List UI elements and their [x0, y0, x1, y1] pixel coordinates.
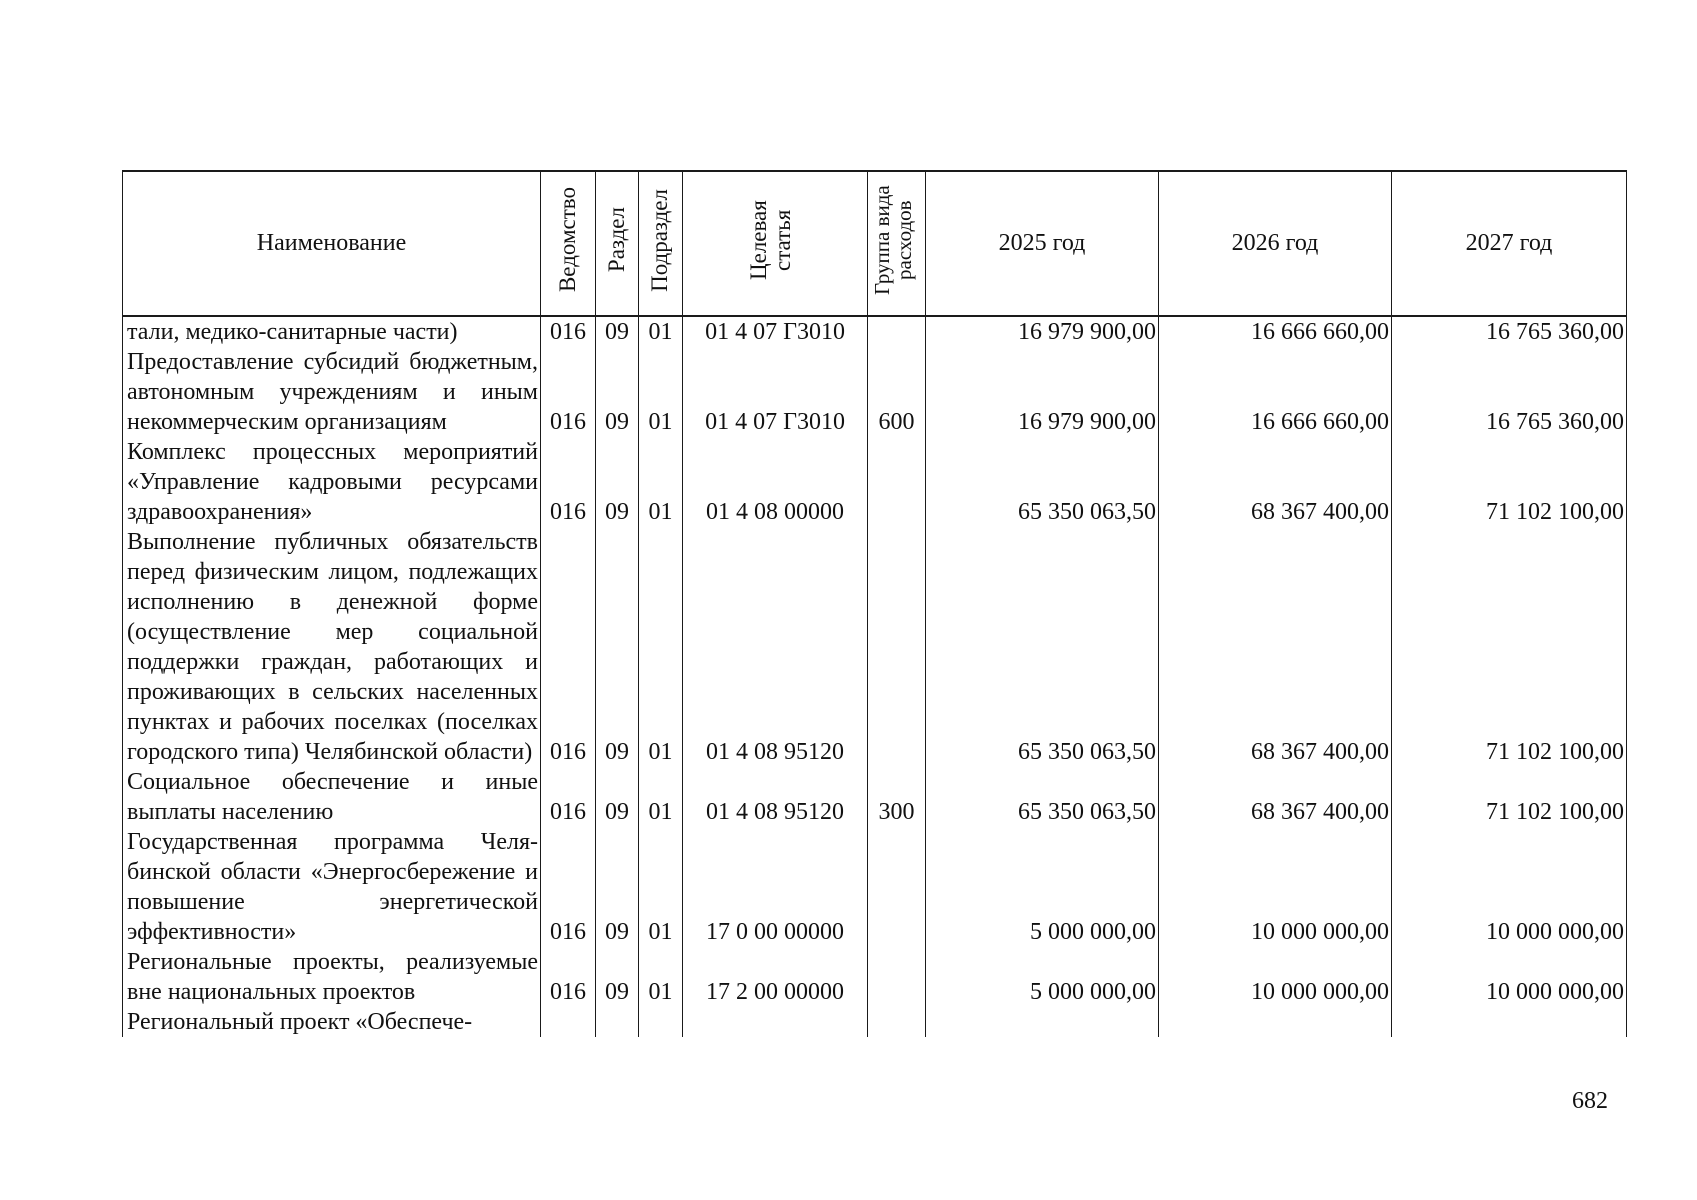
cell-y2027	[1392, 1007, 1627, 1037]
cell-y2025: 5 000 000,00	[926, 827, 1159, 947]
cell-dept: 016	[541, 527, 596, 767]
table-row	[123, 527, 1627, 767]
cell-subsection: 01	[639, 767, 683, 827]
cell-y2026: 16 666 660,00	[1159, 347, 1392, 437]
cell-name: Региональные проекты, реализуемые вне национальных проектов	[123, 947, 541, 1007]
cell-target: 17 2 00 00000	[683, 947, 868, 1007]
budget-table	[122, 170, 1627, 1037]
cell-dept: 016	[541, 316, 596, 347]
header-expense-group	[868, 171, 926, 316]
cell-expense-group	[868, 827, 926, 947]
cell-y2026: 10 000 000,00	[1159, 827, 1392, 947]
cell-name: Региональный проект «Обеспече-	[123, 1007, 541, 1037]
cell-dept: 016	[541, 437, 596, 527]
cell-y2026	[1159, 1007, 1392, 1037]
cell-section: 09	[596, 947, 639, 1007]
cell-expense-group	[868, 316, 926, 347]
cell-name: Социальное обеспечение и иные выплаты населению	[123, 767, 541, 827]
cell-y2027: 71 102 100,00	[1392, 527, 1627, 767]
header-target	[683, 171, 868, 316]
cell-target: 01 4 07 Г3010	[683, 347, 868, 437]
cell-section: 09	[596, 437, 639, 527]
cell-name: Предоставление субсидий бюджетным, автономным учреждениям и иным некоммерческим организациям	[123, 347, 541, 437]
cell-name: тали, медико-санитарные части)	[123, 316, 541, 347]
cell-y2026: 68 367 400,00	[1159, 767, 1392, 827]
header-name: Наименование	[123, 171, 541, 316]
cell-y2027: 16 765 360,00	[1392, 347, 1627, 437]
cell-y2026: 16 666 660,00	[1159, 316, 1392, 347]
cell-expense-group: 300	[868, 767, 926, 827]
cell-y2026: 10 000 000,00	[1159, 947, 1392, 1007]
cell-y2025: 16 979 900,00	[926, 347, 1159, 437]
header-2027: 2027 год	[1392, 171, 1627, 316]
header-dept-label: Ведомство	[554, 187, 580, 293]
cell-dept	[541, 1007, 596, 1037]
cell-subsection: 01	[639, 437, 683, 527]
cell-expense-group	[868, 947, 926, 1007]
header-expense-group-label: Группа вида расходов	[869, 185, 916, 295]
cell-subsection	[639, 1007, 683, 1037]
cell-section: 09	[596, 827, 639, 947]
cell-section	[596, 1007, 639, 1037]
header-section	[596, 171, 639, 316]
cell-y2027: 71 102 100,00	[1392, 437, 1627, 527]
table-row	[123, 767, 1627, 827]
header-2026: 2026 год	[1159, 171, 1392, 316]
header-2025: 2025 год	[926, 171, 1159, 316]
cell-y2027: 71 102 100,00	[1392, 767, 1627, 827]
cell-subsection: 01	[639, 347, 683, 437]
cell-subsection: 01	[639, 827, 683, 947]
cell-y2025: 5 000 000,00	[926, 947, 1159, 1007]
table-body	[123, 316, 1627, 1037]
cell-subsection: 01	[639, 316, 683, 347]
cell-target: 01 4 07 Г3010	[683, 316, 868, 347]
header-row	[123, 171, 1627, 316]
cell-dept: 016	[541, 827, 596, 947]
page-number: 682	[1572, 1088, 1608, 1114]
table-row	[123, 437, 1627, 527]
cell-y2025: 65 350 063,50	[926, 437, 1159, 527]
cell-subsection: 01	[639, 947, 683, 1007]
header-dept	[541, 171, 596, 316]
cell-y2027: 10 000 000,00	[1392, 827, 1627, 947]
cell-target: 01 4 08 00000	[683, 437, 868, 527]
cell-expense-group	[868, 437, 926, 527]
table-row	[123, 827, 1627, 947]
cell-y2026: 68 367 400,00	[1159, 437, 1392, 527]
cell-subsection: 01	[639, 527, 683, 767]
cell-name: Комплекс процессных мероприятий «Управление кадровыми ресурсами здравоохранения»	[123, 437, 541, 527]
cell-name: Государственная программа Челябинской области «Энергосбережение и повышение энергетической эффективности»	[123, 827, 541, 947]
cell-y2025: 16 979 900,00	[926, 316, 1159, 347]
table-row	[123, 947, 1627, 1007]
cell-target: 17 0 00 00000	[683, 827, 868, 947]
cell-dept: 016	[541, 947, 596, 1007]
header-subsection	[639, 171, 683, 316]
cell-name: Выполнение публичных обязательств перед физическим лицом, подлежащих исполнению в денежной форме (осуществление мер социальной поддержки граждан, работающих и проживающих в сельских населенных пунктах и рабочих поселках (поселках городского типа) Челябинской области)	[123, 527, 541, 767]
table-row	[123, 316, 1627, 347]
cell-y2025: 65 350 063,50	[926, 527, 1159, 767]
cell-y2026: 68 367 400,00	[1159, 527, 1392, 767]
cell-target: 01 4 08 95120	[683, 527, 868, 767]
cell-expense-group	[868, 527, 926, 767]
cell-expense-group	[868, 1007, 926, 1037]
cell-section: 09	[596, 527, 639, 767]
cell-y2027: 16 765 360,00	[1392, 316, 1627, 347]
cell-y2025	[926, 1007, 1159, 1037]
cell-target	[683, 1007, 868, 1037]
table-row	[123, 1007, 1627, 1037]
cell-y2025: 65 350 063,50	[926, 767, 1159, 827]
header-target-label: Целевая статья	[746, 200, 796, 280]
cell-section: 09	[596, 767, 639, 827]
cell-dept: 016	[541, 347, 596, 437]
cell-expense-group: 600	[868, 347, 926, 437]
cell-dept: 016	[541, 767, 596, 827]
cell-target: 01 4 08 95120	[683, 767, 868, 827]
header-subsection-label: Подраздел	[647, 188, 673, 292]
header-section-label: Раздел	[603, 207, 629, 273]
table-row	[123, 347, 1627, 437]
cell-section: 09	[596, 316, 639, 347]
cell-section: 09	[596, 347, 639, 437]
cell-y2027: 10 000 000,00	[1392, 947, 1627, 1007]
